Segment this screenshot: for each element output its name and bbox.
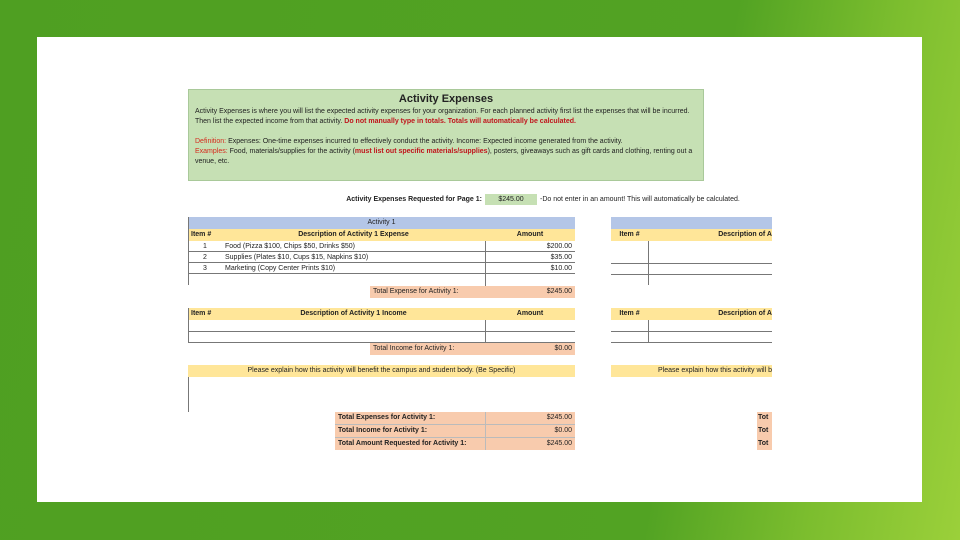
total-income-value: $0.00 — [485, 343, 575, 355]
divider — [188, 331, 575, 332]
divider — [188, 217, 189, 285]
row-item[interactable]: 3 — [203, 265, 207, 272]
instructions-text — [195, 107, 697, 127]
instructions-warning: Do not manually type in totals. Totals will automatically be calculated. — [344, 118, 576, 125]
row-item[interactable]: 1 — [203, 243, 207, 250]
col-description: Description of Activity 1 Expense — [222, 229, 485, 241]
instructions-box — [188, 89, 704, 181]
row-amount[interactable]: $10.00 — [550, 265, 572, 272]
divider — [188, 251, 575, 252]
requested-note: -Do not enter in an amount! This will automatically be calculated. — [540, 196, 740, 203]
summary-value: $245.00 — [485, 412, 575, 425]
col-item: Item # — [188, 229, 222, 241]
activity2-explain-header: Please explain how this activity will b — [611, 365, 772, 377]
divider — [611, 331, 772, 332]
divider — [611, 342, 772, 343]
definition-label: Definition: — [195, 138, 227, 145]
activity2-title — [611, 217, 772, 229]
income-col-item: Item # — [188, 308, 222, 320]
activity2-col-item: Item # — [611, 229, 648, 241]
activity2-income-col-desc: Description of A — [648, 308, 772, 320]
explain-input[interactable] — [188, 377, 575, 412]
section-title: Activity Expenses — [398, 93, 494, 105]
summary-label: Total Income for Activity 1: — [335, 425, 485, 438]
row-amount[interactable]: $35.00 — [550, 254, 572, 261]
examples-body: Food, materials/supplies for the activity ( — [229, 148, 355, 155]
summary-label: Total Amount Requested for Activity 1: — [335, 438, 485, 451]
total-expense-value: $245.00 — [485, 286, 575, 298]
summary-label: Total Expenses for Activity 1: — [335, 412, 485, 425]
row-desc[interactable]: Supplies (Plates $10, Cups $15, Napkins $10) — [225, 254, 369, 261]
divider — [335, 424, 575, 425]
examples-text — [195, 147, 697, 167]
examples-emphasis: must list out specific materials/supplies — [354, 148, 488, 155]
row-item[interactable]: 2 — [203, 254, 207, 261]
slide-panel — [37, 37, 922, 502]
divider — [188, 308, 189, 342]
divider — [611, 263, 772, 264]
activity2-summary-label: Tot — [757, 438, 772, 451]
income-col-amount: Amount — [485, 308, 575, 320]
total-expense-label: Total Expense for Activity 1: — [370, 286, 485, 298]
total-income-label: Total Income for Activity 1: — [370, 343, 485, 355]
divider — [335, 437, 575, 438]
row-desc[interactable]: Food (Pizza $100, Chips $50, Drinks $50) — [225, 243, 355, 250]
divider — [188, 273, 575, 274]
col-amount: Amount — [485, 229, 575, 241]
definition-text — [195, 137, 697, 147]
requested-value: $245.00 — [485, 194, 537, 205]
divider — [611, 274, 772, 275]
activity2-income-col-item: Item # — [611, 308, 648, 320]
activity1-title: Activity 1 — [188, 217, 575, 229]
row-amount[interactable]: $200.00 — [546, 243, 572, 250]
requested-label: Activity Expenses Requested for Page 1: — [346, 196, 482, 203]
summary-value: $245.00 — [485, 438, 575, 451]
divider — [485, 412, 486, 450]
definition-body: Expenses: One-time expenses incurred to effectively conduct the activity. Income: Expected income generated from the activity. — [228, 138, 623, 145]
divider — [648, 320, 649, 342]
examples-body-end: ), posters, giveaways such as gift cards and clothing, renting out a venue, etc. — [195, 148, 693, 165]
divider — [188, 262, 575, 263]
divider — [648, 241, 649, 285]
examples-label: Examples: — [195, 148, 228, 155]
activity2-table — [611, 217, 772, 457]
activity2-summary-label: Tot — [757, 425, 772, 438]
income-col-description: Description of Activity 1 Income — [222, 308, 485, 320]
row-desc[interactable]: Marketing (Copy Center Prints $10) — [225, 265, 336, 272]
summary-value: $0.00 — [485, 425, 575, 438]
activity2-col-desc: Description of A — [648, 229, 772, 241]
instructions-body: Activity Expenses is where you will list the expected activity expenses for your organization. For each planned activity first list the expenses that will be incurred. Then list the expected income from that activity. — [195, 108, 690, 125]
activity2-summary-label: Tot — [757, 412, 772, 425]
explain-header: Please explain how this activity will benefit the campus and student body. (Be Specific) — [188, 365, 575, 377]
